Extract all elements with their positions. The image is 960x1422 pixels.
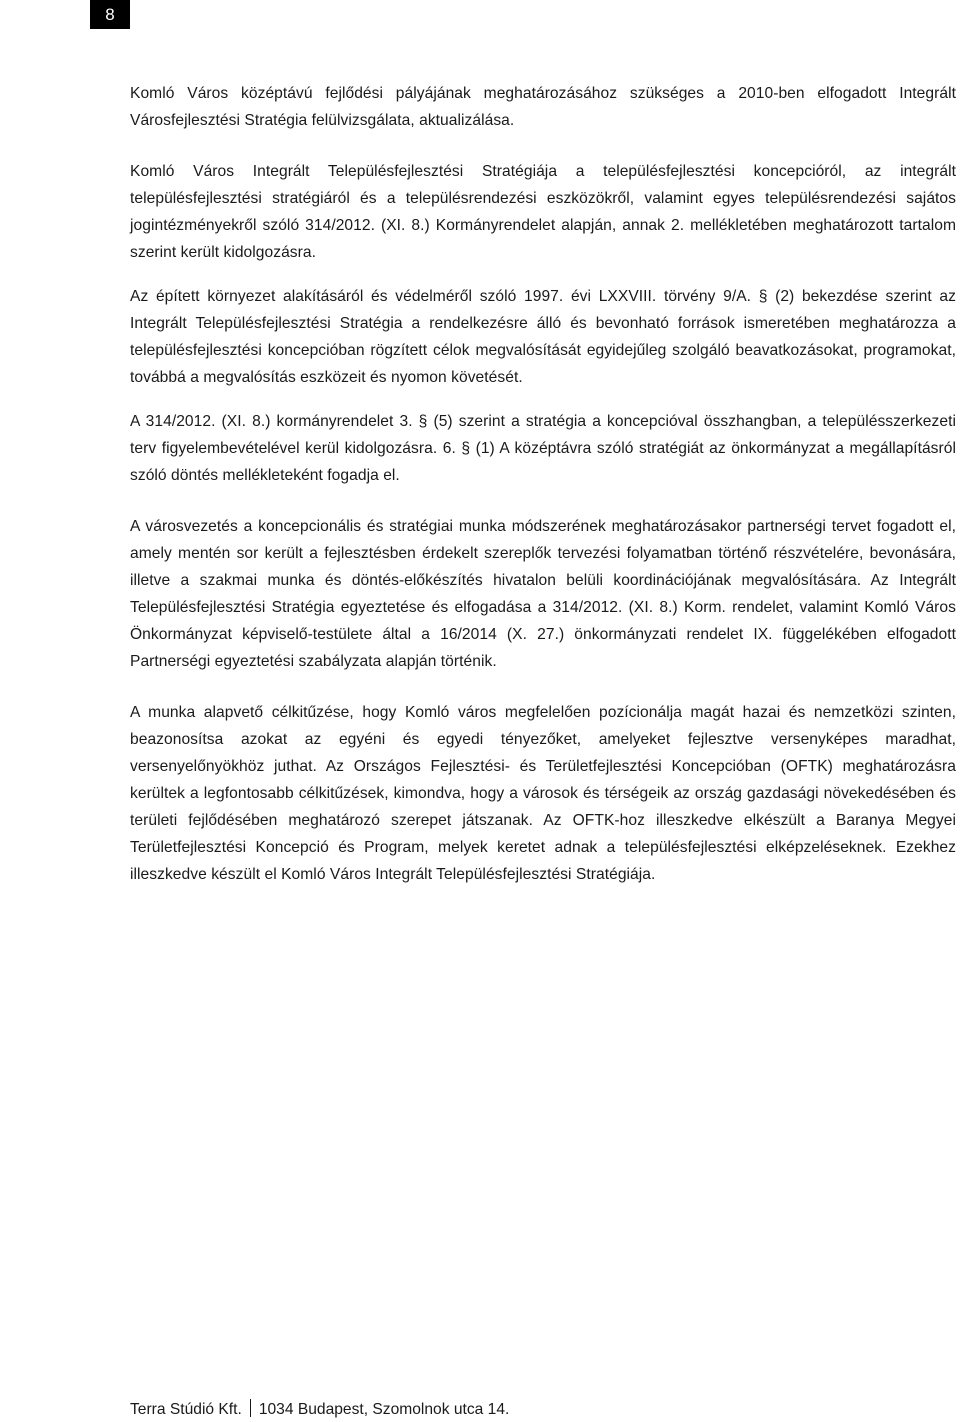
- footer-company: Terra Stúdió Kft.: [130, 1401, 242, 1418]
- footer-divider: [250, 1399, 251, 1417]
- paragraph-partnership: A városvezetés a koncepcionális és stratégiai munka módszerének meghatározásakor partnerségi tervet fogadott el, amely mentén sor került a fejlesztésben érdekelt szereplők tervezési folyamatban történő részvételére, bevonására, illetve a szakmai munka és döntés-előkészítés hivatalon belüli koordinációjának megvalósítására. Az Integrált Településfejlesztési Stratégia egyeztetése és elfogadása a 314/2012. (XI. 8.) Korm. rendelet, valamint Komló Város Önkormányzat képviselő-testülete által a 16/2014 (X. 27.) önkormányzati rendelet IX. függelékében elfogadott Partnerségi egyeztetési szabályzata alapján történik.: [130, 518, 956, 670]
- paragraph-law-reference: Az épített környezet alakításáról és védelméről szóló 1997. évi LXXVIII. törvény 9/A. § (2) bekezdése szerint az Integrált Településfejlesztési Stratégia a rendelkezésre álló és bevonható források ismeretében meghatározza a településfejlesztési koncepcióban rögzített célok megvalósítását egyidejűleg szolgáló beavatkozásokat, programokat, továbbá a megvalósítás eszközeit és nyomon követését.: [130, 288, 956, 386]
- paragraph-decree-reference: A 314/2012. (XI. 8.) kormányrendelet 3. § (5) szerint a stratégia a koncepcióval összhangban, a településszerkezeti terv figyelembevételével kerül kidolgozásra. 6. § (1) A középtávra szóló stratégiát az önkormányzat a megállapításról szóló döntés mellékleteként fogadja el.: [130, 413, 956, 484]
- footer-address: 1034 Budapest, Szomolnok utca 14.: [258, 1401, 510, 1418]
- page-number: 8: [90, 0, 130, 29]
- page-footer: [130, 1398, 509, 1422]
- document-body: [130, 80, 956, 905]
- paragraph-its-basis: Komló Város Integrált Településfejlesztési Stratégiája a településfejlesztési koncepcióról, az integrált településfejlesztési stratégiáról és a településrendezési eszközökről, valamint egyes településrendezési sajátos jogintézményekről szóló 314/2012. (XI. 8.) Kormányrendelet alapján, annak 2. mellékletében meghatározott tartalom szerint került kidolgozásra.: [130, 163, 956, 261]
- paragraph-intro: Komló Város középtávú fejlődési pályájának meghatározásához szükséges a 2010-ben elfogadott Integrált Városfejlesztési Stratégia felülvizsgálata, aktualizálása.: [130, 85, 956, 129]
- paragraph-objectives: A munka alapvető célkitűzése, hogy Komló város megfelelően pozícionálja magát hazai és nemzetközi szinten, beazonosítsa azokat az egyéni és egyedi tényezőket, amelyeket fejlesztve versenyképes maradhat, versenyelőnyökhöz juthat. Az Országos Fejlesztési- és Területfejlesztési Koncepcióban (OFTK) meghatározásra kerültek a legfontosabb célkitűzések, kimondva, hogy a városok és térségeik az ország gazdasági növekedésében és területi fejlődésében meghatározó szerepet játszanak. Az OFTK-hoz illeszkedve elkészült a Baranya Megyei Területfejlesztési Koncepció és Program, melyek keretet adnak a településfejlesztési elképzeléseknek. Ezekhez illeszkedve készült el Komló Város Integrált Településfejlesztési Stratégiája.: [130, 704, 956, 883]
